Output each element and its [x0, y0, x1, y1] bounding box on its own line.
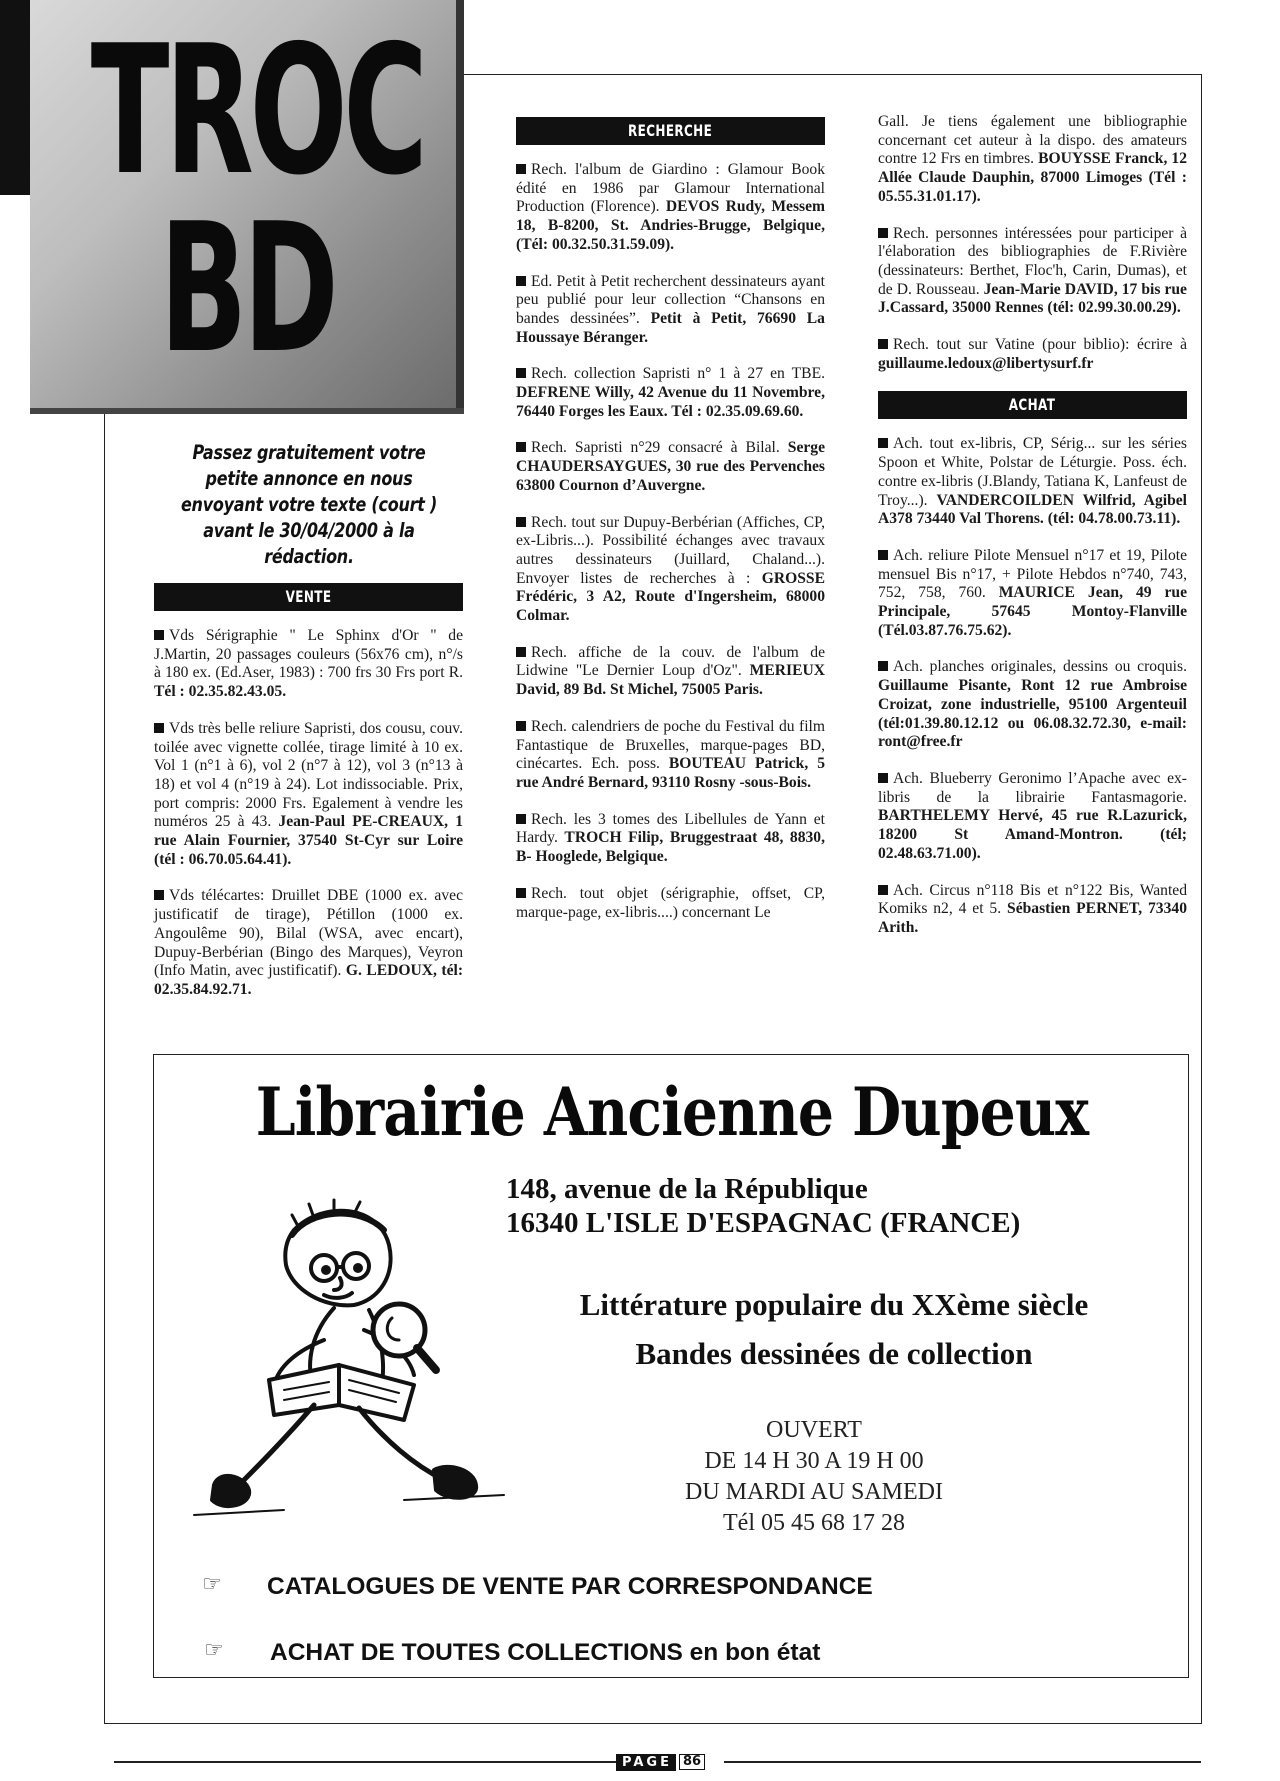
classified-ad: Rech. l'album de Giardino : Glamour Book édité en 1986 par Glamour International Production (Florence). DEVOS Rudy, Messem 18, B-8200, St. Andries-Brugge, Belgique, (Tél: 00.32.50.31.59.09).: [516, 161, 826, 253]
column-recherche: [516, 117, 825, 940]
collections-line: ACHAT DE TOUTES COLLECTIONS en bon état: [270, 1639, 821, 1666]
classified-ad: Ach. Blueberry Geronimo l’Apache avec ex-libris de la librairie Fantasmagorie. BARTHELEMY Hervé, 45 rue R.Lazurick, 18200 St Amand-Montron. (tél; 02.48.63.71.00).: [878, 769, 1187, 862]
bullet-square-icon: [154, 630, 164, 640]
bullet-square-icon: [516, 442, 526, 452]
column-achat: [878, 113, 1187, 956]
footer-rule-left: [114, 1761, 616, 1763]
column-vente: [154, 583, 463, 1018]
classified-ad: Rech. tout objet (sérigraphie, offset, CP, marque-page, ex-libris....) concernant Le: [516, 884, 825, 921]
bullet-square-icon: [878, 661, 888, 671]
title-line-1: TROC: [90, 7, 424, 214]
shop-address-line-1: 148, avenue de la République: [506, 1173, 868, 1205]
bullet-square-icon: [878, 228, 888, 238]
classified-ad: Ach. reliure Pilote Mensuel n°17 et 19, Pilote mensuel Bis n°17, + Pilote Hebdos n°740, 743, 752, 758, 760. MAURICE Jean, 49 rue Principale, 57645 Montoy-Flanville (Tél.03.87.76.75.62).: [878, 546, 1187, 639]
classified-ad: Ed. Petit à Petit recherchent dessinateurs ayant peu publié pour leur collection “Chansons en bandes dessinées”. Petit à Petit, 76690 La Houssaye Béranger.: [516, 272, 825, 346]
tagline-2: Bandes dessinées de collection: [635, 1336, 1033, 1371]
title-edge: [456, 0, 464, 414]
classified-ad: Ach. tout ex-libris, CP, Sérig... sur les séries Spoon et White, Polstar de Léturgie. Poss. éch. contre ex-libris (J.Blandy, Tatiana K, Lanfeust de Troy...). VANDERCOILDEN Wilfrid, Agibel A378 73440 Val Thorens. (tél: 04.78.00.73.11).: [878, 435, 1188, 528]
classified-ad: Rech. personnes intéressées pour participer à l'élaboration des bibliographies de F.Rivière (dessinateurs: Berthet, Floc'h, Carin, Dumas), et de D. Rousseau. Jean-Marie DAVID, 17 bis rue J.Cassard, 35000 Rennes (tél: 02.99.30.00.29).: [878, 224, 1187, 317]
bullet-square-icon: [878, 773, 888, 783]
classified-ad: Vds télécartes: Druillet DBE (1000 ex. avec justificatif de tirage), Pétillon (1000 ex. Angoulême 90), Bilal (WSA, avec encart), Dupuy-Berbérian (Bingo des Marques), Veyron (Info Matin, avec justificatif). G. LEDOUX, tél: 02.35.84.92.71.: [154, 887, 464, 998]
pointing-hand-icon: ☞: [202, 1571, 222, 1596]
bullet-square-icon: [516, 814, 526, 824]
bullet-square-icon: [154, 890, 164, 900]
page-number-bar: [616, 1753, 705, 1771]
page-edge-tab: [0, 0, 30, 195]
hours-line: DE 14 H 30 A 19 H 00: [704, 1448, 924, 1474]
section-header-vente: VENTE: [154, 583, 463, 611]
classified-ad: Rech. Sapristi n°29 consacré à Bilal. Serge CHAUDERSAYGUES, 30 rue des Pervenches 63800 Cournon d’Auvergne.: [516, 439, 825, 494]
classified-ad: Ach. planches originales, dessins ou croquis. Guillaume Pisante, Ront 12 rue Ambroise Croizat, zone industrielle, 95100 Argenteuil (tél:01.39.80.12.12 ou 06.08.32.72.30, e-mail: ront@free.fr: [878, 658, 1187, 751]
shop-address-line-2: 16340 L'ISLE D'ESPAGNAC (FRANCE): [506, 1207, 1021, 1239]
title-line-2: BD: [159, 185, 335, 392]
classified-ad: Vds très belle reliure Sapristi, dos cousu, couv. toilée avec vignette collée, tirage limité à 10 ex. Vol 1 (n°1 à 6), vol 2 (n°7 à 12), vol 3 (n°13 à 18) et vol 4 (n°19 à 24). Lot indissociable. Prix, port compris: 2000 Frs. Egalement à vendre les numéros 25 à 43. Jean-Paul PE-CREAUX, 1 rue Alain Fournier, 37540 St-Cyr sur Loire (tél : 06.70.05.64.41).: [154, 719, 464, 868]
bullet-square-icon: [516, 276, 526, 286]
classified-ad: Rech. les 3 tomes des Libellules de Yann et Hardy. TROCH Filip, Bruggestraat 48, 8830, B- Hooglede, Belgique.: [516, 810, 825, 866]
page-number: 86: [679, 1754, 705, 1770]
hours-line: OUVERT: [766, 1417, 862, 1443]
section-header-recherche: RECHERCHE: [516, 117, 825, 145]
page-label: PAGE: [616, 1754, 676, 1771]
classified-ad: Rech. collection Sapristi n° 1 à 27 en TBE. DEFRENE Willy, 42 Avenue du 11 Novembre, 76440 Forges les Eaux. Tél : 02.35.09.69.60.: [516, 365, 825, 420]
intro-text: Passez gratuitement votre petite annonce en nous envoyant votre texte (court ) avant le 30/04/2000 à la rédaction.: [180, 441, 438, 568]
bullet-square-icon: [878, 438, 888, 448]
reader-cartoon-icon: [174, 1190, 544, 1560]
bullet-square-icon: [516, 368, 526, 378]
classified-ad: Rech. tout sur Vatine (pour biblio): écrire à guillaume.ledoux@libertysurf.fr: [878, 336, 1187, 372]
section-header-achat: ACHAT: [878, 391, 1187, 419]
pointing-hand-icon: ☞: [204, 1637, 224, 1662]
bullet-square-icon: [154, 723, 164, 733]
bullet-square-icon: [516, 721, 526, 731]
bullet-square-icon: [516, 517, 526, 527]
bullet-square-icon: [878, 550, 888, 560]
bullet-square-icon: [878, 885, 888, 895]
title-block: [30, 0, 464, 414]
bookshop-advertisement: [153, 1054, 1189, 1678]
title-edge-bottom: [30, 408, 464, 414]
tagline-1: Littérature populaire du XXème siècle: [579, 1287, 1089, 1322]
shop-name: Librairie Ancienne Dupeux: [255, 1073, 1089, 1151]
classified-ad: Rech. calendriers de poche du Festival du film Fantastique de Bruxelles, marque-pages BD, cinécartes. Ech. poss. BOUTEAU Patrick, 5 rue André Bernard, 93110 Rosny -sous-Bois.: [516, 717, 825, 791]
classified-ad: Ach. Circus n°118 Bis et n°122 Bis, Wanted Komiks n2, 4 et 5. Sébastien PERNET, 73340 Arith.: [878, 881, 1187, 936]
classified-ad: Rech. tout sur Dupuy-Berbérian (Affiches, CP, ex-Libris...). Possibilité échanges avec travaux autres dessinateurs (Juillard, Chaland...). Envoyer listes de recherches à : GROSSE Frédéric, 3 A2, Route d'Ingersheim, 68000 Colmar.: [516, 513, 825, 625]
bullet-square-icon: [516, 888, 526, 898]
footer-rule-right: [724, 1761, 1201, 1763]
bullet-square-icon: [516, 647, 526, 657]
bullet-square-icon: [516, 164, 526, 174]
hours-line: DU MARDI AU SAMEDI: [684, 1479, 943, 1505]
classified-ad-continued: Gall. Je tiens également une bibliographie concernant cet auteur à la dispo. des amateurs contre 12 Frs en timbres. BOUYSSE Franck, 12 Allée Claude Dauphin, 87000 Limoges (Tél : 05.55.31.01.17).: [878, 113, 1187, 205]
classified-ad: Rech. affiche de la couv. de l'album de Lidwine "Le Dernier Loup d'Oz". MERIEUX David, 89 Bd. St Michel, 75005 Paris.: [516, 643, 825, 699]
opening-hours: [634, 1415, 994, 1539]
classified-ad: Vds Sérigraphie " Le Sphinx d'Or " de J.Martin, 20 passages couleurs (56x76 cm), n°/s à 180 ex. (Ed.Aser, 1983) : 700 frs 30 Frs port R. Tél : 02.35.82.43.05.: [154, 627, 463, 701]
phone-line: Tél 05 45 68 17 28: [723, 1510, 905, 1536]
catalogue-line: CATALOGUES DE VENTE PAR CORRESPONDANCE: [267, 1573, 873, 1600]
bullet-square-icon: [878, 339, 888, 349]
